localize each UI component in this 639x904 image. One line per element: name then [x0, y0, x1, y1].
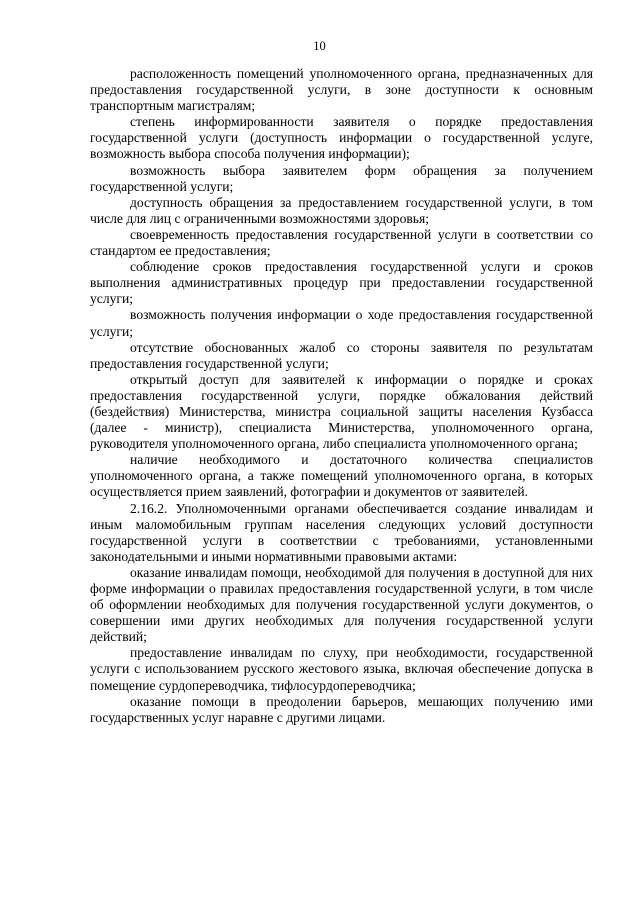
paragraph-timeliness: своевременность предоставления государственной услуги в соответствии со стандартом ее предоставления;: [90, 226, 593, 259]
paragraph-sign-language: предоставление инвалидам по слуху, при необходимости, государственной услуги с использованием русского жестового языка, включая обеспечение допуска в помещение сурдопереводчика, тифлосурдопереводчика;: [90, 645, 593, 693]
paragraph-location: расположенность помещений уполномоченного органа, предназначенных для предоставления государственной услуги, в зоне доступности к основным транспортным магистралям;: [90, 66, 593, 114]
paragraph-progress-info: возможность получения информации о ходе предоставления государственной услуги;: [90, 307, 593, 339]
page-number: 10: [313, 39, 326, 53]
paragraph-barriers: оказание помощи в преодолении барьеров, мешающих получению ими государственных услуг наравне с другими лицами.: [90, 693, 593, 725]
paragraph-staffing: наличие необходимого и достаточного количества специалистов уполномоченного органа, а также помещений уполномоченного органа, в которых осуществляется прием заявлений, фотографии и документов от заявителей.: [90, 452, 593, 500]
paragraph-no-complaints: отсутствие обоснованных жалоб со стороны заявителя по результатам предоставления государственной услуги;: [90, 339, 593, 371]
paragraph-assistance: оказание инвалидам помощи, необходимой для получения в доступной для них форме информации о правилах предоставления государственной услуги, в том числе об оформлении необходимых для получения государственной услуги документов, о совершении ими других необходимых для получения государственной услуги действий;: [90, 564, 593, 645]
paragraph-section-2-16-2: 2.16.2. Уполномоченными органами обеспечивается создание инвалидам и иным маломобильным группам населения следующих условий доступности государственной услуги в соответствии с требованиями, установленными законодательными и иными нормативными правовыми актами:: [90, 500, 593, 564]
paragraph-deadlines: соблюдение сроков предоставления государственной услуги и сроков выполнения административных процедур при предоставлении государственной услуги;: [90, 259, 593, 307]
paragraph-informedness: степень информированности заявителя о порядке предоставления государственной услуги (доступность информации о государственной услуге, возможность выбора способа получения информации);: [90, 114, 593, 162]
paragraph-accessibility: доступность обращения за предоставлением государственной услуги, в том числе для лиц с ограниченными возможностями здоровья;: [90, 194, 593, 226]
paragraph-open-access: открытый доступ для заявителей к информации о порядке и сроках предоставления государственной услуги, порядке обжалования действий (бездействия) Министерства, министра социальной защиты населения Кузбасса (далее - министр), специалиста Министерства, уполномоченного органа, руководителя уполномоченного органа, либо специалиста уполномоченного органа;: [90, 371, 593, 452]
paragraph-form-choice: возможность выбора заявителем форм обращения за получением государственной услуги;: [90, 162, 593, 194]
body-text: [90, 66, 593, 726]
